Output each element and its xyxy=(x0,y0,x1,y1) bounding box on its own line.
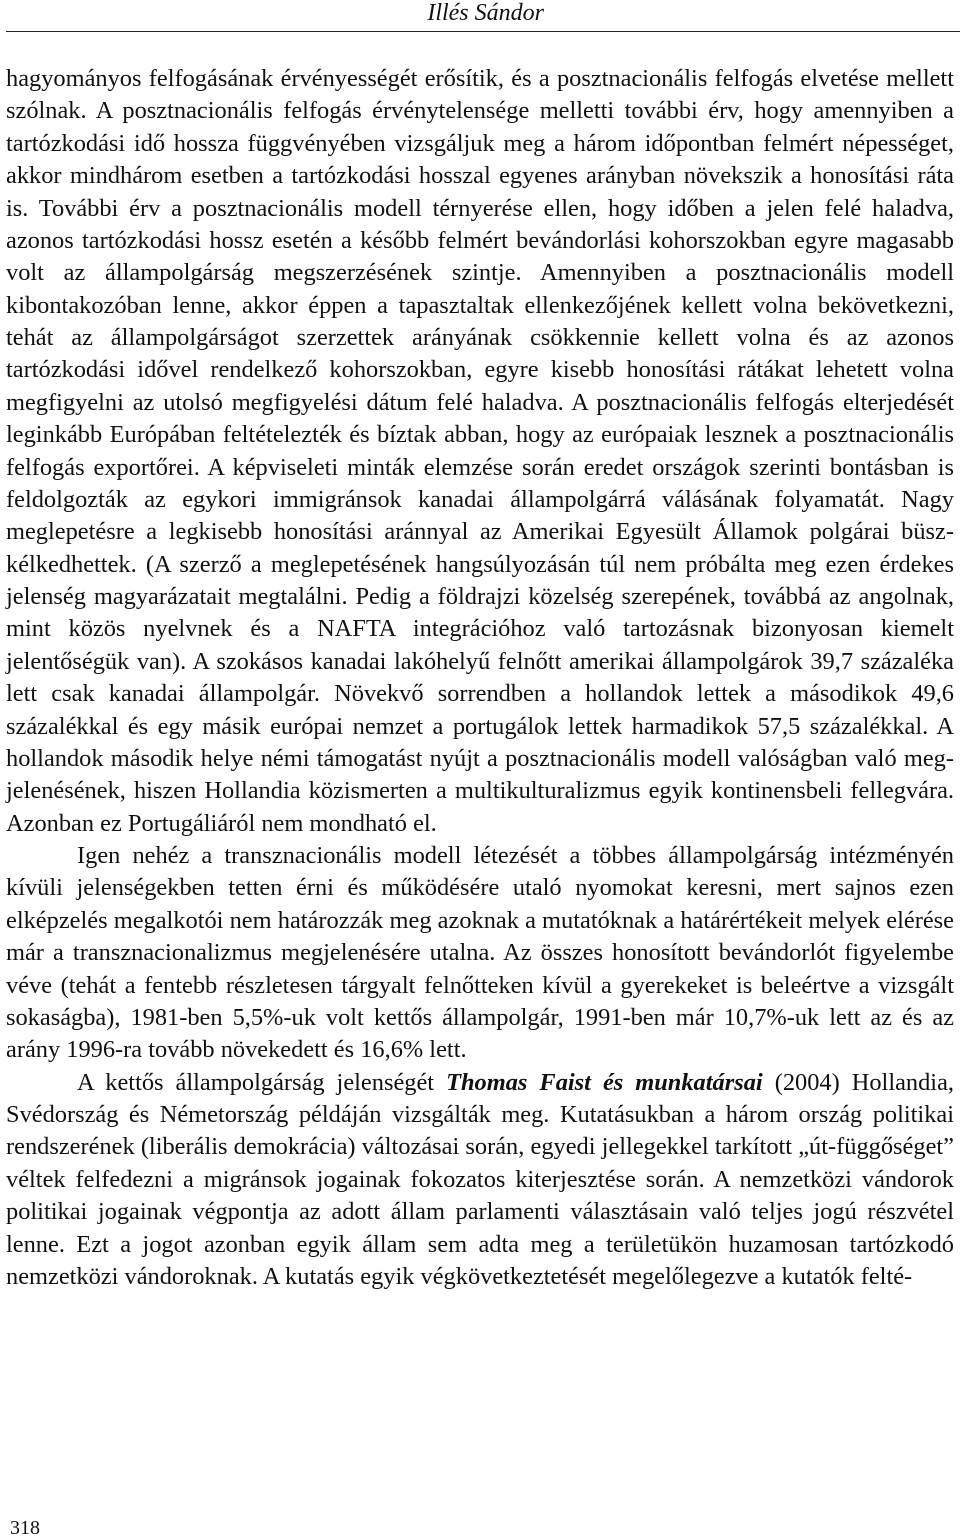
page-header xyxy=(0,0,960,33)
page-number: 318 xyxy=(10,1517,40,1539)
paragraph-3-lead: A kettős állampolgárság jelenségét xyxy=(77,1068,447,1096)
paragraph-2: Igen nehéz a transznacionális modell létezését a többes állampolgárság intézményén kívüli jelenségekben tetten érni és működésére utaló nyomokat keresni, mert sajnos ezen elképzelés megalkotói nem határozzák meg azoknak a mutatóknak a határértékeit melyek elérése már a transznacionalizmus megjelenésére utalna. Az összes honosított bevándorlót figyelembe véve (tehát a fentebb részletesen tárgyalt felnőtteken kívül a gyerekeket is beleértve a vizsgált sokaságba), 1981-ben 5,5%-uk volt kettős állampolgár, 1991-ben már 10,7%-uk lett az és az arány 1996-ra tovább növekedett és 16,6% lett. xyxy=(6,842,954,1064)
paragraph-3 xyxy=(6,1067,954,1294)
body-text xyxy=(6,63,954,1293)
paragraph-1: hagyományos felfogásának érvényességét erősítik, és a posztnacionális felfogás elvetése mellett szólnak. A posztnacionális felfogás érvénytelensége melletti további érv, hogy amennyiben a tartózkodási idő hossza függvényében vizsgáljuk meg a három időpontban felmért népességet, akkor mindhárom esetben a tartózkodási hosszal egyenes arányban növekszik a honosítási ráta is. További érv a posztnacionális modell térnyerése ellen, hogy időben a jelen felé haladva, azonos tartózkodási hossz esetén a később felmért bevándorlási kohorszokban egyre magasabb volt az állampolgárság megszerzésének szintje. Amennyiben a posztnacionális modell kibontakozóban lenne, akkor éppen a tapasztaltak ellenkezőjének kellett volna bekövetkezni, tehát az állampolgárságot szerzettek arányának csökkennie kellett volna és az azonos tartózkodási idővel rendelkező kohorszokban, egyre kisebb honosítási rátákat lehetett volna megfigyelni az utolsó megfigyelési dátum felé haladva. A posztnacionális felfogás elterjedését leginkább Európában feltételezték és bíztak abban, hogy az európaiak lesznek a posztnacionális felfogás exportőrei. A képviseleti minták elemzése során eredet országok szerinti bontásban is feldolgozták az egykori immigránsok kanadai állampolgárrá válásának folyamatát. Nagy meglepetésre a legkisebb honosítási aránnyal az Amerikai Egyesült Államok polgárai büszkélkedhettek. (A szerző a meglepetésének hangsúlyozásán túl nem próbálta meg ezen érdekes jelenség magyarázatait megtalálni. Pedig a földrajzi közelség szerepének, továbbá az angolnak, mint közös nyelvnek és a NAFTA integrációhoz való tartozásnak bizonyosan kiemelt jelentőségük van). A szokásos kanadai lakóhelyű felnőtt amerikai állampolgárok 39,7 százaléka lett csak kanadai állampolgár. Növekvő sorrendben a hollandok lettek a másodikok 49,6 százalékkal és egy másik európai nemzet a portugálok lettek harmadikok 57,5 százalékkal. A hollandok második helye némi támogatást nyújt a posztnacionális modell valóságban való megjelenésének, hiszen Hollandia közismerten a multikulturalizmus egyik kontinensbeli fellegvára. Azonban ez Portugáliáról nem mondható el. xyxy=(6,65,954,837)
cited-authors: Thomas Faist és munkatársai xyxy=(446,1068,763,1096)
paragraph-3-rest: (2004) Hollandia, Svédország és Németország példáján vizsgálták meg. Kutatásukban a három ország politikai rendszerének (liberális demokrácia) változásai során, egyedi jellegekkel tarkított „út-függőséget” véltek felfedezni a migránsok jogainak fokozatos kiterjesztése során. A nemzetközi vándorok politikai jogainak végpontja az adott állam parlamenti választásain való teljes jogú részvétel lenne. Ezt a jogot azonban egyik állam sem adta meg a területükön huzamosan tartózkodó nemzetközi vándoroknak. A kutatás egyik végkövetkeztetését megelőlegezve a kutatók felté- xyxy=(6,1068,955,1290)
running-header-author: Illés Sándor xyxy=(427,0,544,26)
header-rule xyxy=(6,31,960,32)
